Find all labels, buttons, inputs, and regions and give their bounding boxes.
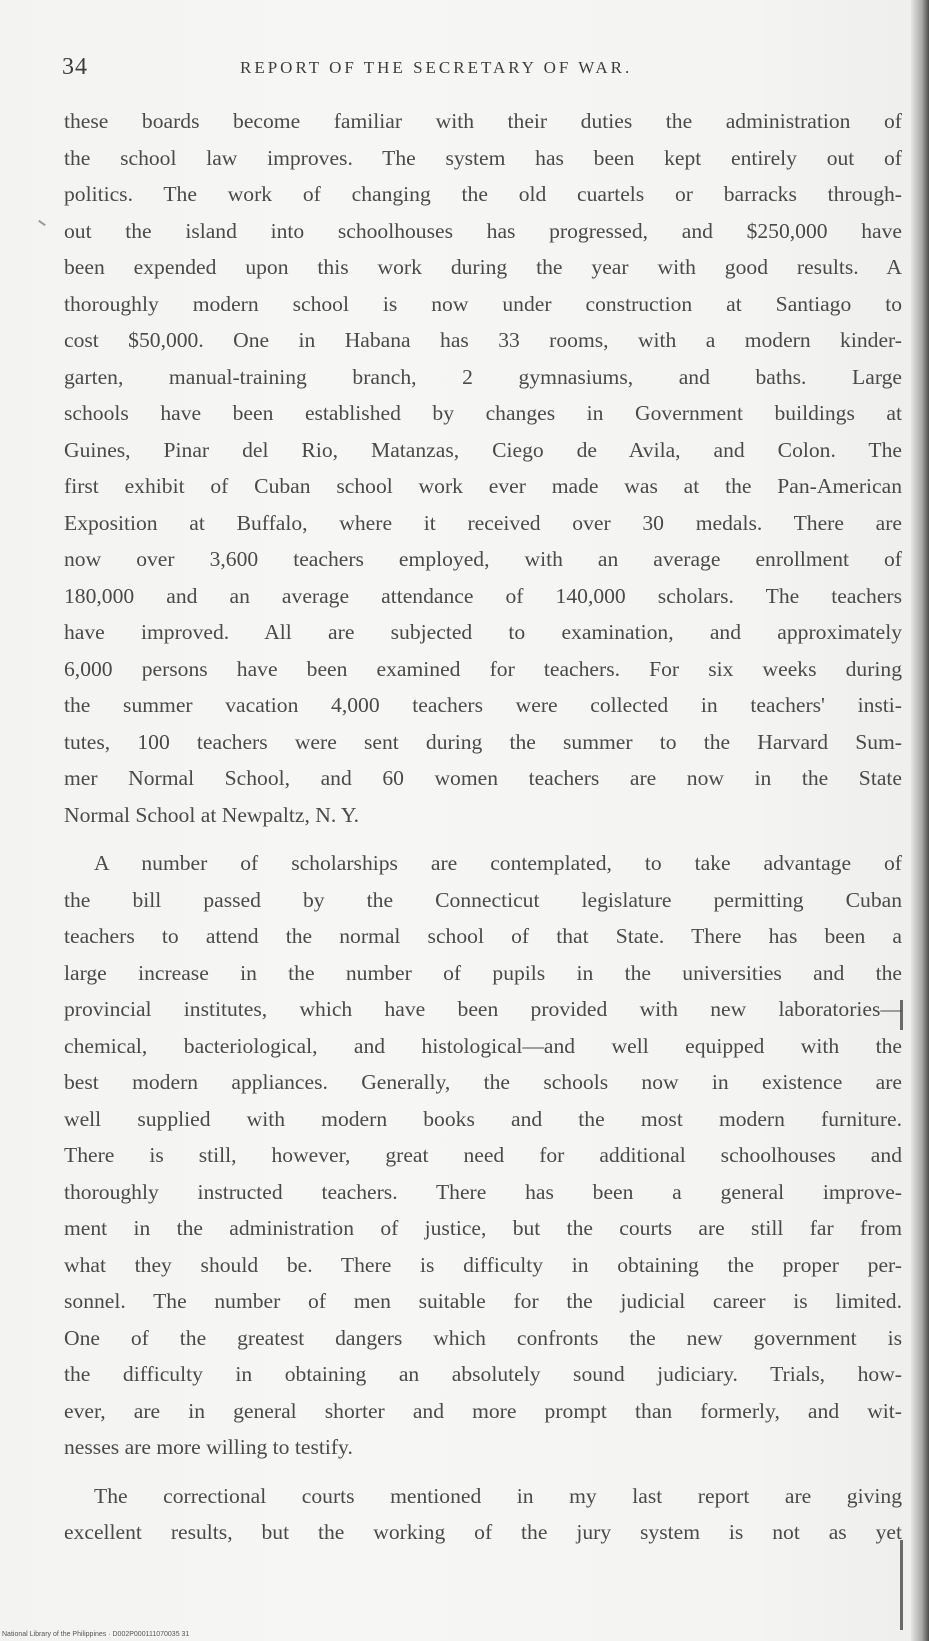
text-line: large increase in the number of pupils in the universities and the — [64, 960, 902, 985]
text-line: ment in the administration of justice, but the courts are still far from — [64, 1216, 902, 1240]
text-line: There is still, however, great need for additional schoolhouses and — [64, 1143, 902, 1167]
text-line: Exposition at Buffalo, where it received over 30 medals. There are — [64, 510, 902, 535]
text-line: A number of scholarships are contemplated, to take advantage of — [94, 851, 902, 875]
text-line: the bill passed by the Connecticut legislature permitting Cuban — [64, 887, 902, 912]
text-line: sonnel. The number of men suitable for the judicial career is limited. — [64, 1289, 902, 1313]
text-line: the summer vacation 4,000 teachers were collected in teachers' insti- — [64, 693, 902, 717]
text-line: Normal School at Newpaltz, N. Y. — [64, 802, 360, 827]
text-line: mer Normal School, and 60 women teachers are now in the State — [64, 766, 902, 790]
text-line: ever, are in general shorter and more prompt than formerly, and wit- — [64, 1398, 902, 1423]
text-line: Guines, Pinar del Rio, Matanzas, Ciego de Avila, and Colon. The — [64, 437, 902, 462]
text-line: tutes, 100 teachers were sent during the summer to the Harvard Sum- — [64, 729, 902, 754]
paragraph — [64, 845, 902, 1466]
text-line: One of the greatest dangers which confronts the new government is — [64, 1325, 902, 1350]
text-line: what they should be. There is difficulty in obtaining the proper per- — [64, 1252, 902, 1277]
edge-mark — [900, 1540, 903, 1630]
running-head: REPORT OF THE SECRETARY OF WAR. — [240, 58, 633, 77]
text-line: teachers to attend the normal school of that State. There has been a — [64, 924, 902, 948]
paragraph — [64, 103, 902, 833]
text-line: The correctional courts mentioned in my last report are giving — [94, 1483, 902, 1508]
text-line: now over 3,600 teachers employed, with an average enrollment of — [64, 547, 902, 571]
text-line: out the island into schoolhouses has progressed, and $250,000 have — [64, 218, 902, 243]
paragraph-gap — [64, 833, 902, 845]
text-line: garten, manual-training branch, 2 gymnasiums, and baths. Large — [64, 364, 902, 389]
text-line: the school law improves. The system has been kept entirely out of — [64, 145, 902, 170]
archive-stamp: National Library of the Philippines · D002P000111070035 31 — [2, 1631, 190, 1638]
text-line: first exhibit of Cuban school work ever made was at the Pan-American — [64, 474, 902, 498]
text-line: best modern appliances. Generally, the schools now in existence are — [64, 1070, 902, 1094]
page-binding-edge — [911, 0, 929, 1641]
text-line: 6,000 persons have been examined for teachers. For six weeks during — [64, 656, 902, 681]
text-line: the difficulty in obtaining an absolutely sound judiciary. Trials, how- — [64, 1362, 902, 1386]
text-line: been expended upon this work during the year with good results. A — [64, 255, 902, 279]
page-header — [62, 54, 873, 88]
text-line: provincial institutes, which have been provided with new laboratories— — [64, 997, 902, 1021]
text-line: have improved. All are subjected to examination, and approximately — [64, 620, 902, 644]
text-line: thoroughly instructed teachers. There has been a general improve- — [64, 1179, 902, 1204]
text-line: chemical, bacteriological, and histological—and well equipped with the — [64, 1033, 902, 1058]
text-line: politics. The work of changing the old cuartels or barracks through- — [64, 182, 902, 206]
margin-mark — [38, 220, 46, 226]
text-line: these boards become familiar with their duties the administration of — [64, 109, 902, 133]
text-line: well supplied with modern books and the most modern furniture. — [64, 1106, 902, 1131]
page-number: 34 — [62, 54, 88, 80]
body-text — [64, 103, 902, 1551]
paragraph-gap — [64, 1466, 902, 1478]
text-line: cost $50,000. One in Habana has 33 rooms, with a modern kinder- — [64, 328, 902, 352]
text-line: schools have been established by changes in Government buildings at — [64, 401, 902, 425]
text-line: excellent results, but the working of the jury system is not as yet — [64, 1520, 902, 1544]
text-line: thoroughly modern school is now under construction at Santiago to — [64, 291, 902, 316]
paragraph — [64, 1478, 902, 1551]
text-line: 180,000 and an average attendance of 140,000 scholars. The teachers — [64, 583, 902, 608]
text-line: nesses are more willing to testify. — [64, 1435, 353, 1459]
